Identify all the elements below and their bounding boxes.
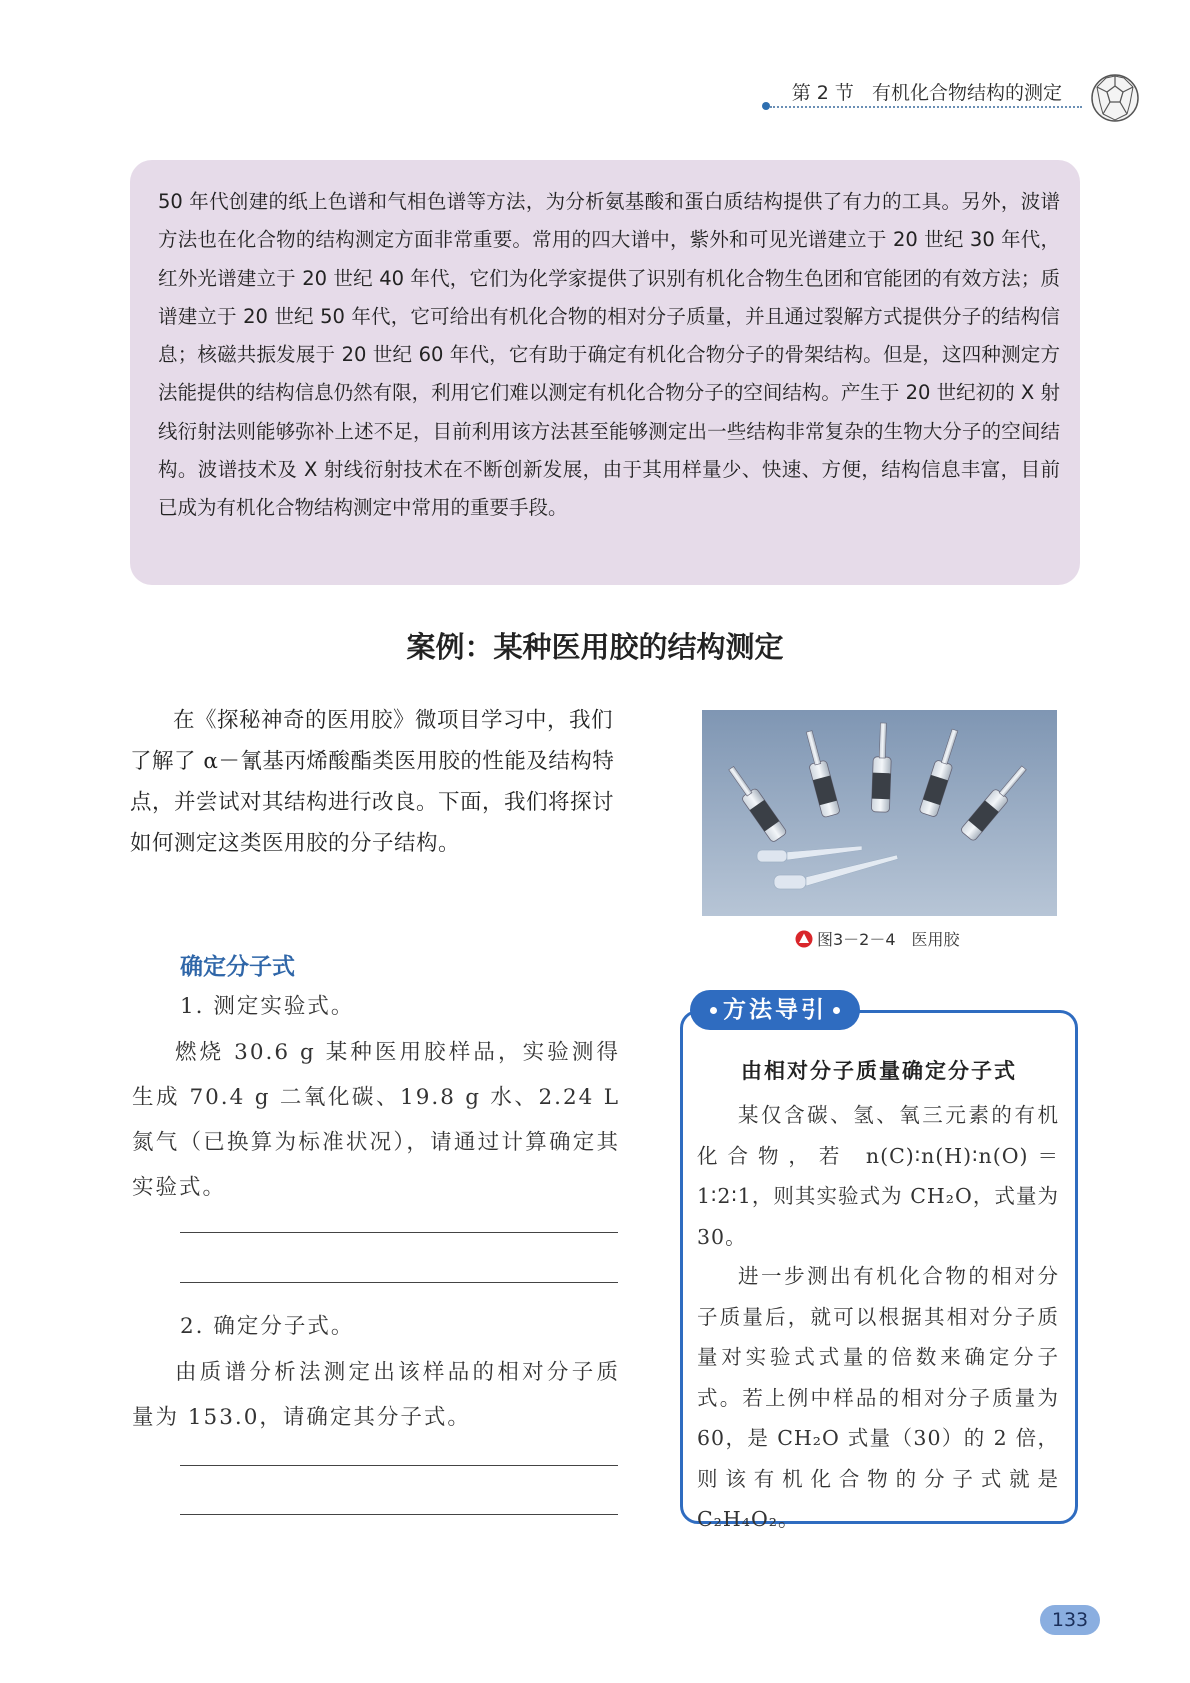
medical-glue-photo: [702, 710, 1057, 916]
header-dotted-rule: [770, 106, 1082, 108]
method-guide-label: 方法导引: [723, 997, 827, 1023]
method-guide-paragraph-2: 进一步测出有机化合物的相对分子质量后，就可以根据其相对分子质量对实验式式量的倍数来确定分子式。若上例中样品的相对分子质量为 60，是 CH₂O 式量（30）的 2 倍，则该有机化合物的分子式就是 C₂H₄O₂。: [697, 1264, 1059, 1531]
intro-paragraph: 50 年代创建的纸上色谱和气相色谱等方法，为分析氨基酸和蛋白质结构提供了有力的工具。另外，波谱方法也在化合物的结构测定方面非常重要。常用的四大谱中，紫外和可见光谱建立于 20 世纪 30 年代，红外光谱建立于 20 世纪 40 年代，它们为化学家提供了识别有机化合物生色团和官能团的有效方法；质谱建立于 20 世纪 50 年代，它可给出有机化合物的相对分子质量，并且通过裂解方式提供分子的结构信息；核磁共振发展于 20 世纪 60 年代，它有助于确定有机化合物分子的骨架结构。但是，这四种测定方法能提供的结构信息仍然有限，利用它们难以测定有机化合物分子的空间结构。产生于 20 世纪初的 X 射线衍射法则能够弥补上述不足，目前利用该方法甚至能够测定出一些结构非常复杂的生物大分子的空间结构。波谱技术及 X 射线衍射技术在不断创新发展，由于其用样量少、快速、方便，结构信息丰富，目前已成为有机化合物结构测定中常用的重要手段。: [158, 190, 1060, 520]
question-2-label: 2. 确定分子式。: [180, 1314, 355, 1339]
page-number: 133: [1040, 1605, 1100, 1635]
question-1-label: 1. 测定实验式。: [180, 994, 355, 1019]
method-guide-tab: [690, 990, 860, 1030]
answer-line[interactable]: [180, 1282, 618, 1283]
case-intro-paragraph: 在《探秘神奇的医用胶》微项目学习中，我们了解了 α－氰基丙烯酸酯类医用胶的性能及结构特点，并尝试对其结构进行改良。下面，我们将探讨如何测定这类医用胶的分子结构。: [130, 708, 615, 856]
section-heading: 确定分子式: [180, 954, 295, 980]
running-header: [792, 78, 1062, 105]
header-section: 第 2 节: [791, 82, 854, 104]
question-1-body: 燃烧 30.6 g 某种医用胶样品，实验测得生成 70.4 g 二氧化碳、19.8 g 水、2.24 L 氮气（已换算为标准状况），请通过计算确定其实验式。: [132, 1040, 620, 1200]
method-guide-paragraph-1: 某仅含碳、氢、氧三元素的有机化合物，若 n(C)∶n(H)∶n(O)＝1∶2∶1，则其实验式为 CH₂O，式量为 30。: [697, 1103, 1059, 1249]
answer-line[interactable]: [180, 1514, 618, 1515]
case-title: 案例：某种医用胶的结构测定: [406, 630, 784, 664]
header-dot: [762, 102, 770, 110]
figure-caption: 图3－2－4 医用胶: [817, 930, 960, 949]
caption-triangle-icon: [795, 930, 813, 948]
question-2-body: 由质谱分析法测定出该样品的相对分子质量为 153.0，请确定其分子式。: [132, 1360, 620, 1430]
answer-line[interactable]: [180, 1465, 618, 1466]
fullerene-icon: [1090, 73, 1140, 123]
answer-line[interactable]: [180, 1232, 618, 1233]
header-title: 有机化合物结构的测定: [871, 82, 1062, 104]
method-guide-title: 由相对分子质量确定分子式: [741, 1058, 1017, 1083]
tab-dot-left: [710, 1007, 717, 1014]
tab-dot-right: [833, 1007, 840, 1014]
